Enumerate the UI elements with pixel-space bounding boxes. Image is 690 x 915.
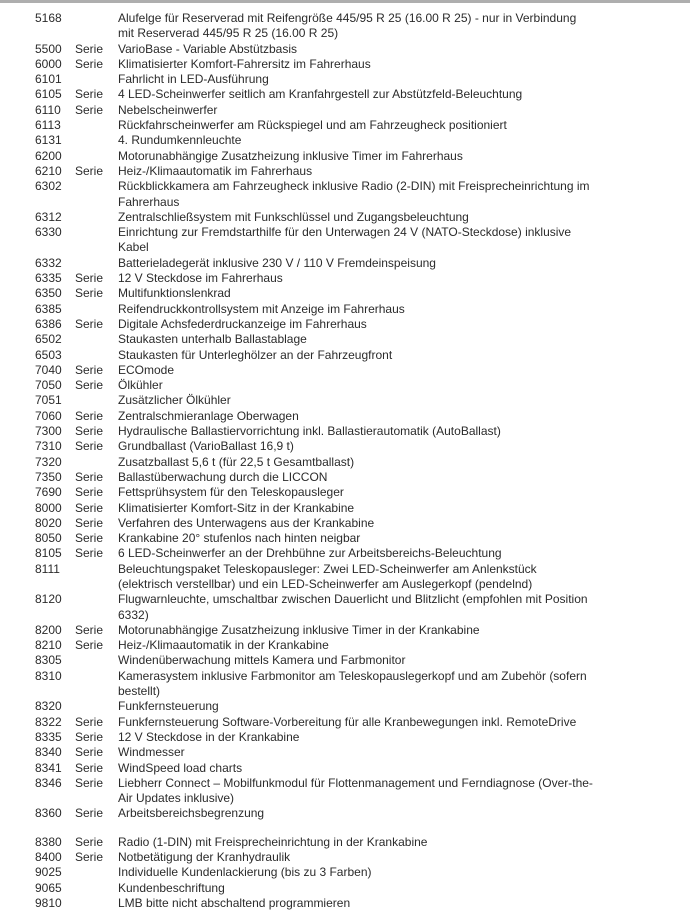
serie-flag: Serie	[75, 500, 104, 515]
serie-flag: Serie	[75, 806, 104, 821]
option-description	[118, 699, 670, 714]
description-line: 6332)	[118, 607, 149, 622]
option-code: 8020	[35, 515, 62, 530]
option-description	[118, 378, 670, 393]
description-line: Beleuchtungspaket Teleskopausleger: Zwei LED-Scheinwerfer am Anlenkstück	[118, 561, 537, 576]
description-line: (elektrisch verstellbar) und ein LED-Scheinwerfer am Auslegerkopf (pendelnd)	[118, 576, 533, 591]
table-row	[35, 715, 670, 730]
option-description	[118, 546, 670, 561]
table-row	[35, 850, 670, 865]
description-line: Grundballast (VarioBallast 16,9 t)	[118, 439, 294, 454]
option-code: 6330	[35, 225, 62, 240]
description-line: Heiz-/Klimaautomatik im Fahrerhaus	[118, 163, 313, 178]
serie-flag: Serie	[75, 56, 104, 71]
option-description	[118, 317, 670, 332]
description-line: Air Updates inklusive)	[118, 791, 235, 806]
table-row	[35, 57, 670, 72]
description-line: VarioBase - Variable Abstützbasis	[118, 41, 297, 56]
option-code: 7051	[35, 393, 62, 408]
table-row	[35, 470, 670, 485]
table-row	[35, 638, 670, 653]
option-code: 6210	[35, 163, 62, 178]
description-line: Zusatzballast 5,6 t (für 22,5 t Gesamtballast)	[118, 454, 355, 469]
option-description	[118, 424, 670, 439]
table-row	[35, 745, 670, 760]
table-row	[35, 393, 670, 408]
option-code: 8111	[35, 561, 60, 576]
serie-flag: Serie	[75, 850, 104, 865]
table-row	[35, 363, 670, 378]
table-row	[35, 133, 670, 148]
description-line: Hydraulische Ballastiervorrichtung inkl. Ballastierautomatik (AutoBallast)	[118, 424, 501, 439]
serie-flag: Serie	[75, 714, 104, 729]
serie-flag: Serie	[75, 515, 104, 530]
description-line: Rückblickkamera am Fahrzeugheck inklusive Radio (2-DIN) mit Freisprecheinrichtung im	[118, 179, 590, 194]
table-row	[35, 592, 670, 623]
table-row	[35, 317, 670, 332]
option-code: 6386	[35, 316, 62, 331]
table-row	[35, 11, 670, 42]
option-description	[118, 881, 670, 896]
serie-flag: Serie	[75, 485, 104, 500]
option-code: 8105	[35, 546, 62, 561]
equipment-options-list	[0, 3, 690, 911]
option-code: 8120	[35, 592, 62, 607]
option-description	[118, 806, 670, 821]
option-code: 6385	[35, 301, 62, 316]
option-code: 6101	[35, 72, 62, 87]
option-code: 5500	[35, 41, 62, 56]
option-code: 6110	[35, 102, 61, 117]
option-code: 8346	[35, 775, 62, 790]
description-line: LMB bitte nicht abschaltend programmieren	[118, 895, 351, 910]
description-line: Zusätzlicher Ölkühler	[118, 393, 231, 408]
table-row	[35, 210, 670, 225]
serie-flag: Serie	[75, 439, 104, 454]
description-line: Ölkühler	[118, 378, 163, 393]
table-row	[35, 87, 670, 102]
option-code: 7040	[35, 362, 62, 377]
description-line: Zentralschließsystem mit Funkschlüssel und Zugangsbeleuchtung	[118, 209, 469, 224]
description-line: 4 LED-Scheinwerfer seitlich am Kranfahrgestell zur Abstützfeld-Beleuchtung	[118, 87, 523, 102]
option-code: 7060	[35, 408, 62, 423]
description-line: Krankabine 20° stufenlos nach hinten neigbar	[118, 531, 361, 546]
option-description	[118, 87, 670, 102]
option-description	[118, 850, 670, 865]
table-row	[35, 302, 670, 317]
option-description	[118, 103, 670, 118]
description-line: bestellt)	[118, 684, 161, 699]
option-description	[118, 348, 670, 363]
serie-flag: Serie	[75, 729, 104, 744]
table-row	[35, 653, 670, 668]
serie-flag: Serie	[75, 362, 104, 377]
option-code: 8335	[35, 729, 62, 744]
table-row	[35, 271, 670, 286]
option-code: 8340	[35, 745, 62, 760]
option-code: 7690	[35, 485, 62, 500]
serie-flag: Serie	[75, 378, 104, 393]
option-code: 8000	[35, 500, 62, 515]
option-description	[118, 835, 670, 850]
description-line: Rückfahrscheinwerfer am Rückspiegel und am Fahrzeugheck positioniert	[118, 118, 507, 133]
serie-flag: Serie	[75, 316, 104, 331]
table-row	[35, 699, 670, 714]
table-row	[35, 485, 670, 500]
table-row	[35, 149, 670, 164]
serie-flag: Serie	[75, 163, 104, 178]
option-description	[118, 501, 670, 516]
option-code: 8400	[35, 850, 62, 865]
serie-flag: Serie	[75, 271, 104, 286]
option-code: 8360	[35, 806, 62, 821]
description-line: Ballastüberwachung durch die LICCON	[118, 469, 328, 484]
serie-flag: Serie	[75, 546, 104, 561]
table-row	[35, 439, 670, 454]
option-description	[118, 516, 670, 531]
table-row	[35, 623, 670, 638]
option-code: 6335	[35, 271, 62, 286]
serie-flag: Serie	[75, 469, 104, 484]
description-line: Funkfernsteuerung Software-Vorbereitung für alle Kranbewegungen inkl. RemoteDrive	[118, 714, 577, 729]
table-row	[35, 103, 670, 118]
option-description	[118, 332, 670, 347]
table-row	[35, 881, 670, 896]
serie-flag: Serie	[75, 638, 104, 653]
table-row	[35, 501, 670, 516]
option-code: 8210	[35, 638, 62, 653]
option-description	[118, 409, 670, 424]
option-code: 5168	[35, 11, 62, 25]
table-row	[35, 546, 670, 561]
option-description	[118, 133, 670, 148]
description-line: Alufelge für Reserverad mit Reifengröße 445/95 R 25 (16.00 R 25) - nur in Verbindung	[118, 11, 577, 25]
table-row	[35, 531, 670, 546]
option-code: 8200	[35, 622, 62, 637]
description-line: Motorunabhängige Zusatzheizung inklusive Timer im Fahrerhaus	[118, 148, 463, 163]
option-code: 7320	[35, 454, 62, 469]
table-row	[35, 776, 670, 807]
option-description	[118, 164, 670, 179]
table-row	[35, 516, 670, 531]
option-description	[118, 761, 670, 776]
option-description	[118, 715, 670, 730]
option-code: 9065	[35, 880, 62, 895]
option-description	[118, 225, 670, 256]
option-code: 6502	[35, 332, 62, 347]
option-description	[118, 776, 670, 807]
option-code: 8341	[35, 760, 62, 775]
table-row	[35, 806, 670, 821]
option-code: 7300	[35, 424, 62, 439]
description-line: Nebelscheinwerfer	[118, 102, 218, 117]
option-code: 8320	[35, 699, 62, 714]
option-code: 8380	[35, 834, 62, 849]
option-description	[118, 42, 670, 57]
description-line: Verfahren des Unterwagens aus der Krankabine	[118, 515, 375, 530]
option-description	[118, 669, 670, 700]
description-line: Multifunktionslenkrad	[118, 286, 231, 301]
description-line: Flugwarnleuchte, umschaltbar zwischen Dauerlicht und Blitzlicht (empfohlen mit Position	[118, 592, 588, 607]
table-row	[35, 730, 670, 745]
option-code: 6312	[35, 209, 62, 224]
serie-flag: Serie	[75, 102, 104, 117]
table-row	[35, 835, 670, 850]
description-line: 6 LED-Scheinwerfer an der Drehbühne zur Arbeitsbereichs-Beleuchtung	[118, 546, 502, 561]
serie-flag: Serie	[75, 622, 104, 637]
option-description	[118, 531, 670, 546]
table-row	[35, 378, 670, 393]
option-description	[118, 149, 670, 164]
option-description	[118, 256, 670, 271]
description-line: Liebherr Connect – Mobilfunkmodul für Flottenmanagement und Ferndiagnose (Over-the-	[118, 775, 593, 790]
serie-flag: Serie	[75, 775, 104, 790]
option-code: 7310	[35, 439, 62, 454]
option-code: 8305	[35, 653, 62, 668]
description-line: Fahrerhaus	[118, 194, 180, 209]
option-code: 7350	[35, 469, 62, 484]
description-line: Heiz-/Klimaautomatik in der Krankabine	[118, 638, 329, 653]
description-line: WindSpeed load charts	[118, 760, 243, 775]
option-description	[118, 638, 670, 653]
table-row	[35, 348, 670, 363]
serie-flag: Serie	[75, 424, 104, 439]
option-description	[118, 653, 670, 668]
serie-flag: Serie	[75, 87, 104, 102]
description-line: Funkfernsteuerung	[118, 699, 219, 714]
description-line: Klimatisierter Komfort-Fahrersitz im Fahrerhaus	[118, 56, 371, 71]
serie-flag: Serie	[75, 745, 104, 760]
description-line: 4. Rundumkennleuchte	[118, 133, 242, 148]
description-line: Digitale Achsfederdruckanzeige im Fahrerhaus	[118, 316, 367, 331]
option-description	[118, 11, 670, 42]
option-description	[118, 439, 670, 454]
description-line: Staukasten unterhalb Ballastablage	[118, 332, 307, 347]
table-row	[35, 72, 670, 87]
table-row	[35, 455, 670, 470]
option-code: 6000	[35, 56, 62, 71]
option-description	[118, 302, 670, 317]
description-line: Klimatisierter Komfort-Sitz in der Krankabine	[118, 500, 355, 515]
table-row	[35, 865, 670, 880]
option-code: 6113	[35, 118, 61, 133]
option-description	[118, 210, 670, 225]
table-row	[35, 896, 670, 911]
serie-flag: Serie	[75, 834, 104, 849]
option-code: 6350	[35, 286, 62, 301]
description-line: Radio (1-DIN) mit Freisprecheinrichtung in der Krankabine	[118, 834, 428, 849]
description-line: Arbeitsbereichsbegrenzung	[118, 806, 265, 821]
description-line: Einrichtung zur Fremdstarthilfe für den Unterwagen 24 V (NATO-Steckdose) inklusive	[118, 225, 572, 240]
option-description	[118, 455, 670, 470]
table-row	[35, 409, 670, 424]
option-description	[118, 363, 670, 378]
description-line: Staukasten für Unterleghölzer an der Fahrzeugfront	[118, 347, 393, 362]
option-code: 8322	[35, 714, 62, 729]
option-description	[118, 745, 670, 760]
table-row	[35, 562, 670, 593]
description-line: Individuelle Kundenlackierung (bis zu 3 Farben)	[118, 865, 372, 880]
option-code: 6200	[35, 148, 62, 163]
description-line: ECOmode	[118, 362, 175, 377]
option-description	[118, 271, 670, 286]
description-line: Notbetätigung der Kranhydraulik	[118, 850, 291, 865]
table-row	[35, 42, 670, 57]
option-description	[118, 179, 670, 210]
description-line: Fahrlicht in LED-Ausführung	[118, 72, 269, 87]
option-code: 8050	[35, 531, 62, 546]
serie-flag: Serie	[75, 531, 104, 546]
description-line: Zentralschmieranlage Oberwagen	[118, 408, 299, 423]
option-code: 6332	[35, 255, 62, 270]
option-code: 9810	[35, 895, 62, 910]
table-row	[35, 256, 670, 271]
table-row	[35, 286, 670, 301]
option-description	[118, 470, 670, 485]
option-description	[118, 896, 670, 911]
description-line: Windenüberwachung mittels Kamera und Farbmonitor	[118, 653, 406, 668]
serie-flag: Serie	[75, 760, 104, 775]
table-row	[35, 424, 670, 439]
description-line: Fettsprühsystem für den Teleskopausleger	[118, 485, 344, 500]
option-description	[118, 72, 670, 87]
option-description	[118, 623, 670, 638]
table-row	[35, 332, 670, 347]
description-line: Kabel	[118, 240, 149, 255]
table-row	[35, 669, 670, 700]
serie-flag: Serie	[75, 286, 104, 301]
description-line: Reifendruckkontrollsystem mit Anzeige im Fahrerhaus	[118, 301, 405, 316]
option-code: 7050	[35, 378, 62, 393]
description-line: Windmesser	[118, 745, 185, 760]
description-line: 12 V Steckdose im Fahrerhaus	[118, 271, 283, 286]
description-line: mit Reserverad 445/95 R 25 (16.00 R 25)	[118, 26, 339, 41]
option-code: 8310	[35, 668, 62, 683]
option-description	[118, 286, 670, 301]
table-row	[35, 118, 670, 133]
description-line: Kundenbeschriftung	[118, 880, 225, 895]
description-line: 12 V Steckdose in der Krankabine	[118, 729, 300, 744]
option-code: 6105	[35, 87, 62, 102]
option-code: 6302	[35, 179, 62, 194]
table-row	[35, 179, 670, 210]
option-code: 6131	[35, 133, 62, 148]
option-description	[118, 592, 670, 623]
description-line: Motorunabhängige Zusatzheizung inklusive Timer in der Krankabine	[118, 622, 480, 637]
option-description	[118, 393, 670, 408]
option-description	[118, 57, 670, 72]
description-line: Batterieladegerät inklusive 230 V / 110 V Fremdeinspeisung	[118, 255, 436, 270]
option-description	[118, 730, 670, 745]
description-line: Kamerasystem inklusive Farbmonitor am Teleskopauslegerkopf und am Zubehör (sofern	[118, 668, 587, 683]
option-description	[118, 865, 670, 880]
table-row	[35, 164, 670, 179]
option-description	[118, 485, 670, 500]
option-code: 6503	[35, 347, 62, 362]
table-row	[35, 225, 670, 256]
table-row	[35, 761, 670, 776]
option-description	[118, 562, 670, 593]
option-description	[118, 118, 670, 133]
serie-flag: Serie	[75, 408, 104, 423]
serie-flag: Serie	[75, 41, 104, 56]
option-code: 9025	[35, 865, 62, 880]
